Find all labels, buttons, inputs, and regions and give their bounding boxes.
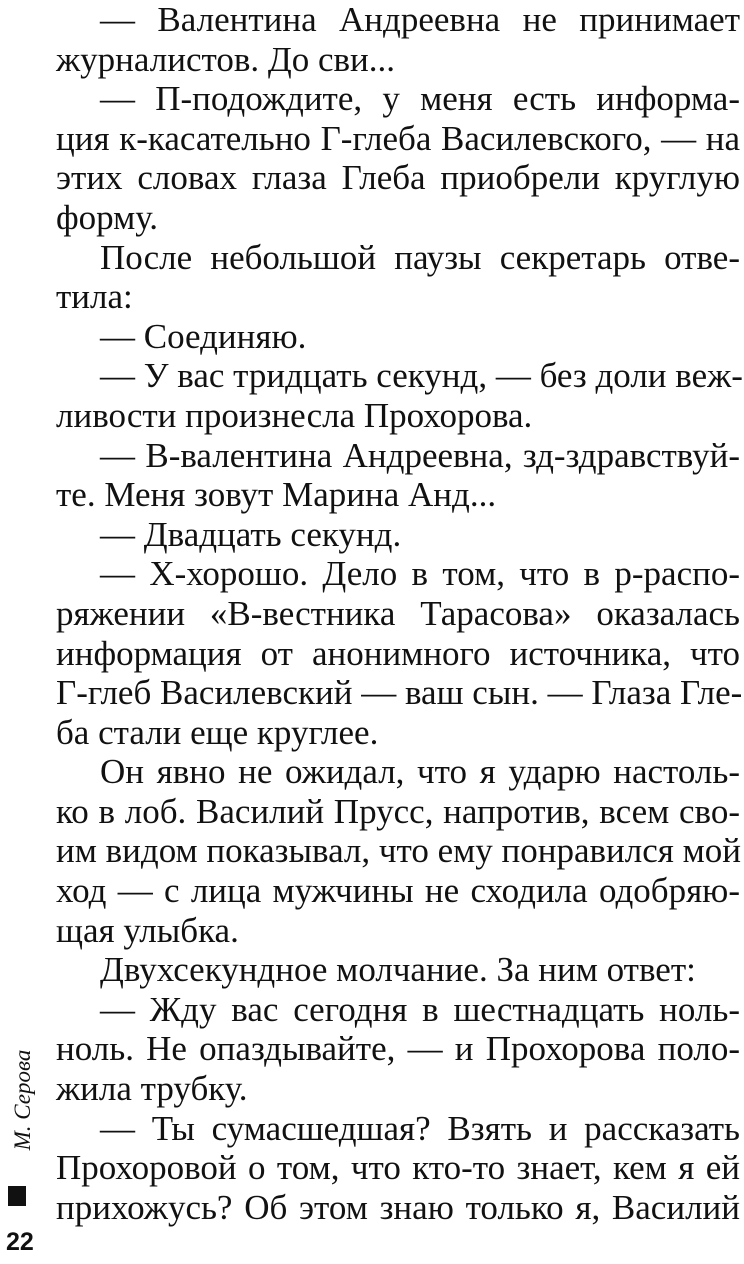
text-line: тила: [56,277,133,317]
section-marker [8,1186,26,1206]
text-line: — Жду вас сегодня в шестнадцать ноль- [100,989,740,1029]
text-line: щая улыбка. [56,910,239,950]
text-line: форму. [56,197,159,237]
text-line: Прохоровой о том, что кто-то знает, кем я ей [56,1148,740,1188]
text-line: жила трубку. [56,1069,248,1109]
text-line: ход — с лица мужчины не сходила одобряю- [56,871,740,911]
text-line: им видом показывал, что ему понравился мой [56,831,741,871]
text-line: — Ты сумасшедшая? Взять и рассказать [100,1108,740,1148]
text-line: После небольшой паузы секретарь отве- [100,237,740,277]
text-line: прихожусь? Об этом знаю только я, Василий [56,1187,740,1227]
running-head-author: М. Серова [10,1049,35,1151]
text-line: Двухсекундное молчание. За ним ответ: [100,950,696,990]
text-line: Г-глеб Василевский — ваш сын. — Глаза Гле- [56,673,743,713]
text-line: ряжении «В-вестника Тарасова» оказалась [56,593,740,633]
text-line: — П-подождите, у меня есть информа- [100,79,740,119]
running-head [0,1030,46,1170]
text-line: — Валентина Андреевна не принимает [100,0,740,39]
text-line: информация от анонимного источника, что [56,633,740,673]
text-line: ливости произнесла Прохорова. [56,395,533,435]
text-line: — В-валентина Андреевна, зд-здравствуй- [100,435,740,475]
text-line: ба стали еще круглее. [56,712,379,752]
text-line: — У вас тридцать секунд, — без доли веж- [100,356,743,396]
text-line: те. Меня зовут Марина Анд... [56,475,497,515]
body-text [56,0,743,1227]
text-line: — Соединяю. [100,316,307,356]
text-line: ко в лоб. Василий Прусс, напротив, всем сво- [56,791,740,831]
text-line: ция к-касательно Г-глеба Василевского, — на [56,118,740,158]
page-number: 22 [6,1228,34,1256]
text-line: Он явно не ожидал, что я ударю настоль- [100,752,740,792]
text-line: этих словах глаза Глеба приобрели круглую [56,158,740,198]
text-line: — Двадцать секунд. [100,514,402,554]
text-line: — Х-хорошо. Дело в том, что в р-распо- [100,554,740,594]
text-line: журналистов. До сви... [56,39,396,79]
text-line: ноль. Не опаздывайте, — и Прохорова поло- [56,1029,740,1069]
